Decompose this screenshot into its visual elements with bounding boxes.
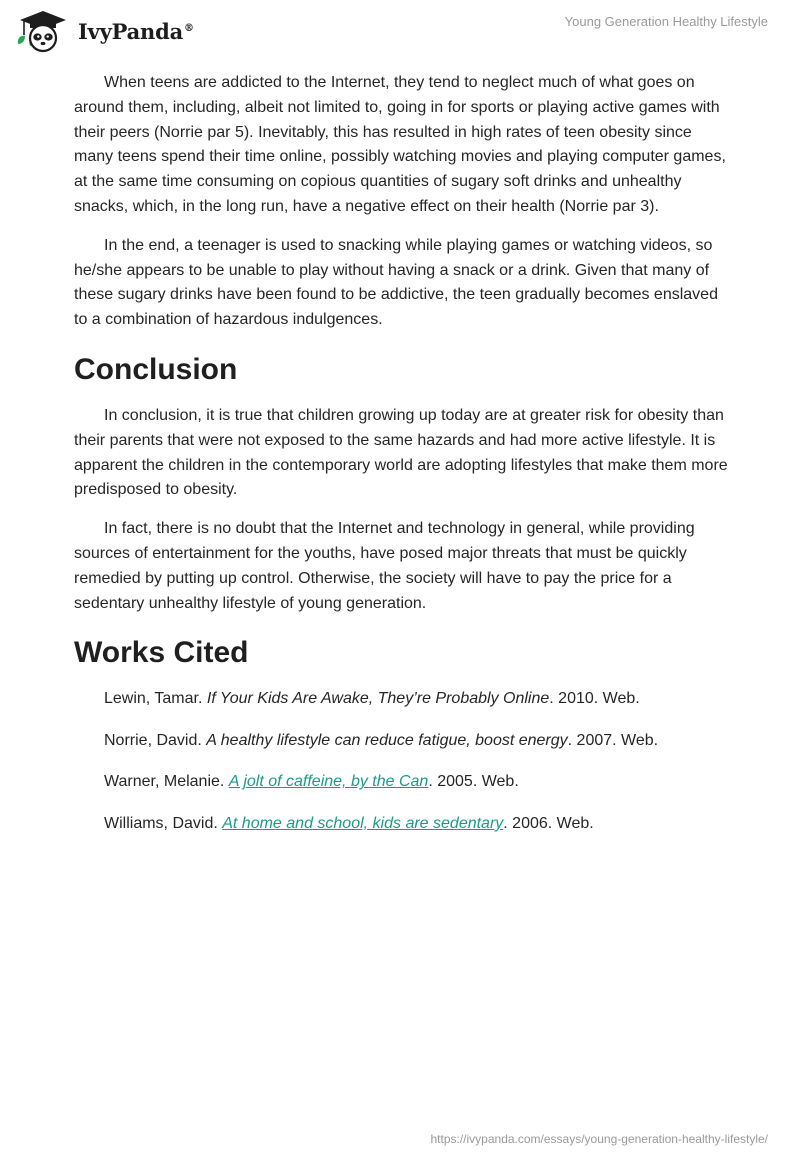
conclusion-paragraph: In conclusion, it is true that children growing up today are at greater risk for obesity than their parents that were not exposed to the same hazards and had more active lifestyle. It is apparent the children in the contemporary world are adopting lifestyles that make them more predisposed to obesity.	[74, 406, 728, 499]
body-paragraph: In the end, a teenager is used to snacking while playing games or watching videos, so he/she appears to be unable to play without having a snack or a drink. Given that many of these sugary drinks have been found to be addictive, the teen gradually becomes enslaved to a combination of hazardous indulgences.	[74, 236, 718, 329]
citation-williams: Williams, David. At home and school, kids are sedentary. 2006. Web.	[104, 814, 594, 832]
page-header	[0, 0, 800, 62]
citation-link-warner[interactable]: A jolt of caffeine, by the Can	[228, 773, 429, 791]
conclusion-heading: Conclusion	[74, 352, 238, 386]
conclusion-paragraph: In fact, there is no doubt that the Internet and technology in general, while providing sources of entertainment for the youths, have posed major threats that must be quickly remedied by putting up control. Otherwise, the society will have to pay the price for a sedentary unhealthy lifestyle of young generation.	[74, 520, 695, 612]
panda-mortarboard-icon	[14, 8, 72, 54]
running-title: Young Generation Healthy Lifestyle	[564, 14, 768, 29]
essay-content	[74, 71, 734, 853]
works-cited-list	[74, 687, 734, 836]
source-url[interactable]: https://ivypanda.com/essays/young-generation-healthy-lifestyle/	[430, 1132, 768, 1146]
citation-title: A healthy lifestyle can reduce fatigue, boost energy	[206, 731, 568, 749]
citation-link-williams[interactable]: At home and school, kids are sedentary	[222, 814, 504, 832]
citation-norrie: Norrie, David. A healthy lifestyle can reduce fatigue, boost energy. 2007. Web.	[104, 731, 659, 749]
ivypanda-logo[interactable]	[14, 8, 194, 54]
body-paragraph: When teens are addicted to the Internet, they tend to neglect much of what goes on around them, including, albeit not limited to, going in for sports or playing active games with their peers (Norrie par 5). Inevitably, this has resulted in high rates of teen obesity since many teens spend their time online, possibly watching movies and playing computer games, at the same time consuming on copious quantities of sugary soft drinks and unhealthy snacks, which, in the long run, have a negative effect on their health (Norrie par 3).	[74, 74, 726, 215]
brand-name: IvyPanda®	[78, 18, 194, 44]
citation-title: If Your Kids Are Awake, They’re Probably Online	[206, 690, 550, 708]
citation-warner: Warner, Melanie. A jolt of caffeine, by the Can. 2005. Web.	[104, 773, 519, 791]
works-cited-heading: Works Cited	[74, 636, 249, 670]
citation-lewin: Lewin, Tamar. If Your Kids Are Awake, They’re Probably Online. 2010. Web.	[104, 690, 640, 708]
